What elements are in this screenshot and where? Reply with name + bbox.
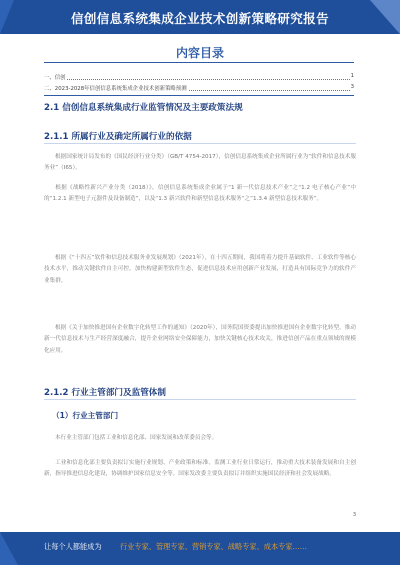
footer-expert-tags: 行业专家、管理专家、营销专家、战略专家、成本专家…… <box>120 542 307 551</box>
paragraph-text: 根据《战略性新兴产业分类（2018）》，信创信息系统集成企业属于“1 新一代信息技术产业”之“1.2 电子核心产业”中的“1.2.1 新型电子元器件及设备制造”，以及“1.3 新兴软件和新型信息技术服务”之“1.3.4 新型信息技术服务”。 <box>44 185 356 203</box>
toc-entry[interactable] <box>44 73 354 81</box>
body-paragraph <box>44 152 356 175</box>
subsection-heading: （1）行业主管部门 <box>52 411 119 420</box>
header-right-accent <box>370 0 400 34</box>
section-rule <box>44 399 356 400</box>
paragraph-text: 根据《“十四五”软件和信息技术服务业发展规划》（2021年），在十四五期间，我国将着力提升基础软件、工业软件等核心技术水平，推动关键软件自主可控，加快构建新型软件生态，促进信息技术应用创新产业发展，打造具有国际竞争力的软件产业集群。 <box>44 255 356 284</box>
body-paragraph <box>44 183 356 206</box>
paragraph-text: 工业和信息化部主要负责拟订实施行业规划、产业政策和标准，监测工业行业日常运行，推动重大技术装备发展和自主创新，指导推进信息化建设，协调维护国家信息安全等。国家发改委主要负责拟订并组织实施国民经济和社会发展战略。 <box>44 460 356 478</box>
toc-entry-page: 1 <box>350 73 354 79</box>
section-rule <box>44 143 356 144</box>
body-paragraph <box>44 458 356 481</box>
paragraph-text: 根据国家统计局发布的《国民经济行业分类》（GB/T 4754-2017），信创信息系统集成企业所属行业为“软件和信息技术服务业”（I65）。 <box>44 154 356 172</box>
body-paragraph <box>44 433 356 444</box>
paragraph-text: 根据《关于加快推进国有企业数字化转型工作的通知》（2020年），国务院国资委提出加快推进国有企业数字化转型，推动新一代信息技术与生产经营深度融合，提升企业网络安全保障能力，加快关键核心技术攻关，推进信创产品在重点领域的规模化应用。 <box>44 325 356 354</box>
body-paragraph <box>44 253 356 287</box>
section-heading-2-1-1: 2.1.1 所属行业及确定所属行业的依据 <box>44 132 192 142</box>
toc-top-rule <box>44 62 354 63</box>
toc-leader-dots <box>44 79 350 80</box>
paragraph-text: 本行业主管部门包括工业和信息化部、国家发展和改革委员会等。 <box>55 435 218 441</box>
footer-slogan: 让每个人都能成为 <box>44 542 102 551</box>
section-heading-2-1-2: 2.1.2 行业主管部门及监管体制 <box>44 388 166 398</box>
body-paragraph <box>44 323 356 357</box>
toc-entry[interactable] <box>44 84 354 92</box>
report-title: 信创信息系统集成企业技术创新策略研究报告 <box>70 11 329 26</box>
toc-entry-page: 3 <box>350 84 354 90</box>
toc-entry-text: 一、信创 <box>44 75 66 81</box>
footer-bar <box>0 532 400 565</box>
section-heading-2-1: 2.1 信创信息系统集成行业监管情况及主要政策法规 <box>44 103 243 113</box>
toc-bottom-rule <box>44 95 354 96</box>
page-number: 3 <box>352 512 356 518</box>
toc-title: 内容目录 <box>175 46 224 60</box>
footer-left-accent <box>0 532 18 565</box>
report-header-bar <box>0 0 400 34</box>
toc-entry-text: 二、2023-2028年信创信息系统集成企业技术创新策略预测 <box>44 86 187 92</box>
